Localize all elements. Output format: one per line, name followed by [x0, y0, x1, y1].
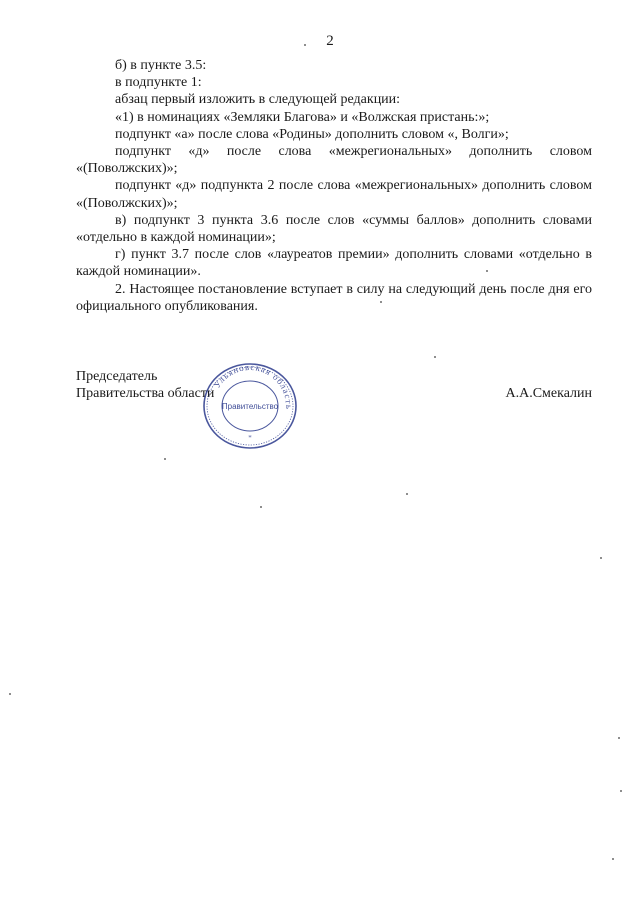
paragraph: б) в пункте 3.5:	[115, 58, 207, 73]
paragraph: подпункт «д» после слова «межрегиональных» дополнить словом «(Поволжских)»;	[76, 144, 592, 177]
scan-speck	[380, 301, 382, 303]
scan-speck	[304, 44, 306, 46]
svg-text:*: *	[248, 434, 252, 442]
paragraph: абзац первый изложить в следующей редакции:	[115, 92, 401, 108]
paragraph: в) подпункт 3 пункта 3.6 после слов «суммы баллов» дополнить словами «отдельно в каждой номинации»;	[76, 212, 592, 246]
scan-speck	[260, 506, 262, 508]
document-body	[76, 57, 592, 315]
paragraph: г) пункт 3.7 после слов «лауреатов премии» дополнить словами «отдельно в каждой номинации».	[76, 247, 592, 280]
paragraph: 2. Настоящее постановление вступает в силу на следующий день после дня его официального опубликования.	[76, 281, 592, 314]
signature-block	[76, 368, 592, 402]
scan-speck	[620, 790, 622, 792]
scan-speck	[600, 557, 602, 559]
scan-speck	[612, 858, 614, 860]
page-number: 2	[326, 33, 334, 49]
scan-speck	[486, 270, 488, 272]
scan-speck	[618, 737, 620, 739]
scan-speck	[406, 493, 408, 495]
signatory-name: А.А.Смекалин	[505, 386, 592, 401]
paragraph: подпункт «д» подпункта 2 после слова «межрегиональных» дополнить словом «(Поволжских)»;	[76, 178, 592, 211]
scan-speck	[434, 356, 436, 358]
paragraph: в подпункте 1:	[115, 75, 202, 91]
svg-text:Ульяновская область: Ульяновская область	[211, 362, 295, 411]
official-seal	[200, 362, 300, 450]
scan-speck	[9, 693, 11, 695]
paragraph: подпункт «а» после слова «Родины» дополнить словом «, Волги»;	[115, 126, 509, 142]
paragraph: «1) в номинациях «Земляки Благова» и «Волжская пристань:»;	[115, 109, 490, 125]
seal-center-text: Правительство	[221, 402, 279, 411]
scan-speck	[164, 458, 166, 460]
signatory-title-line2: Правительства области	[76, 386, 215, 402]
signatory-title-line1: Председатель	[76, 369, 158, 384]
